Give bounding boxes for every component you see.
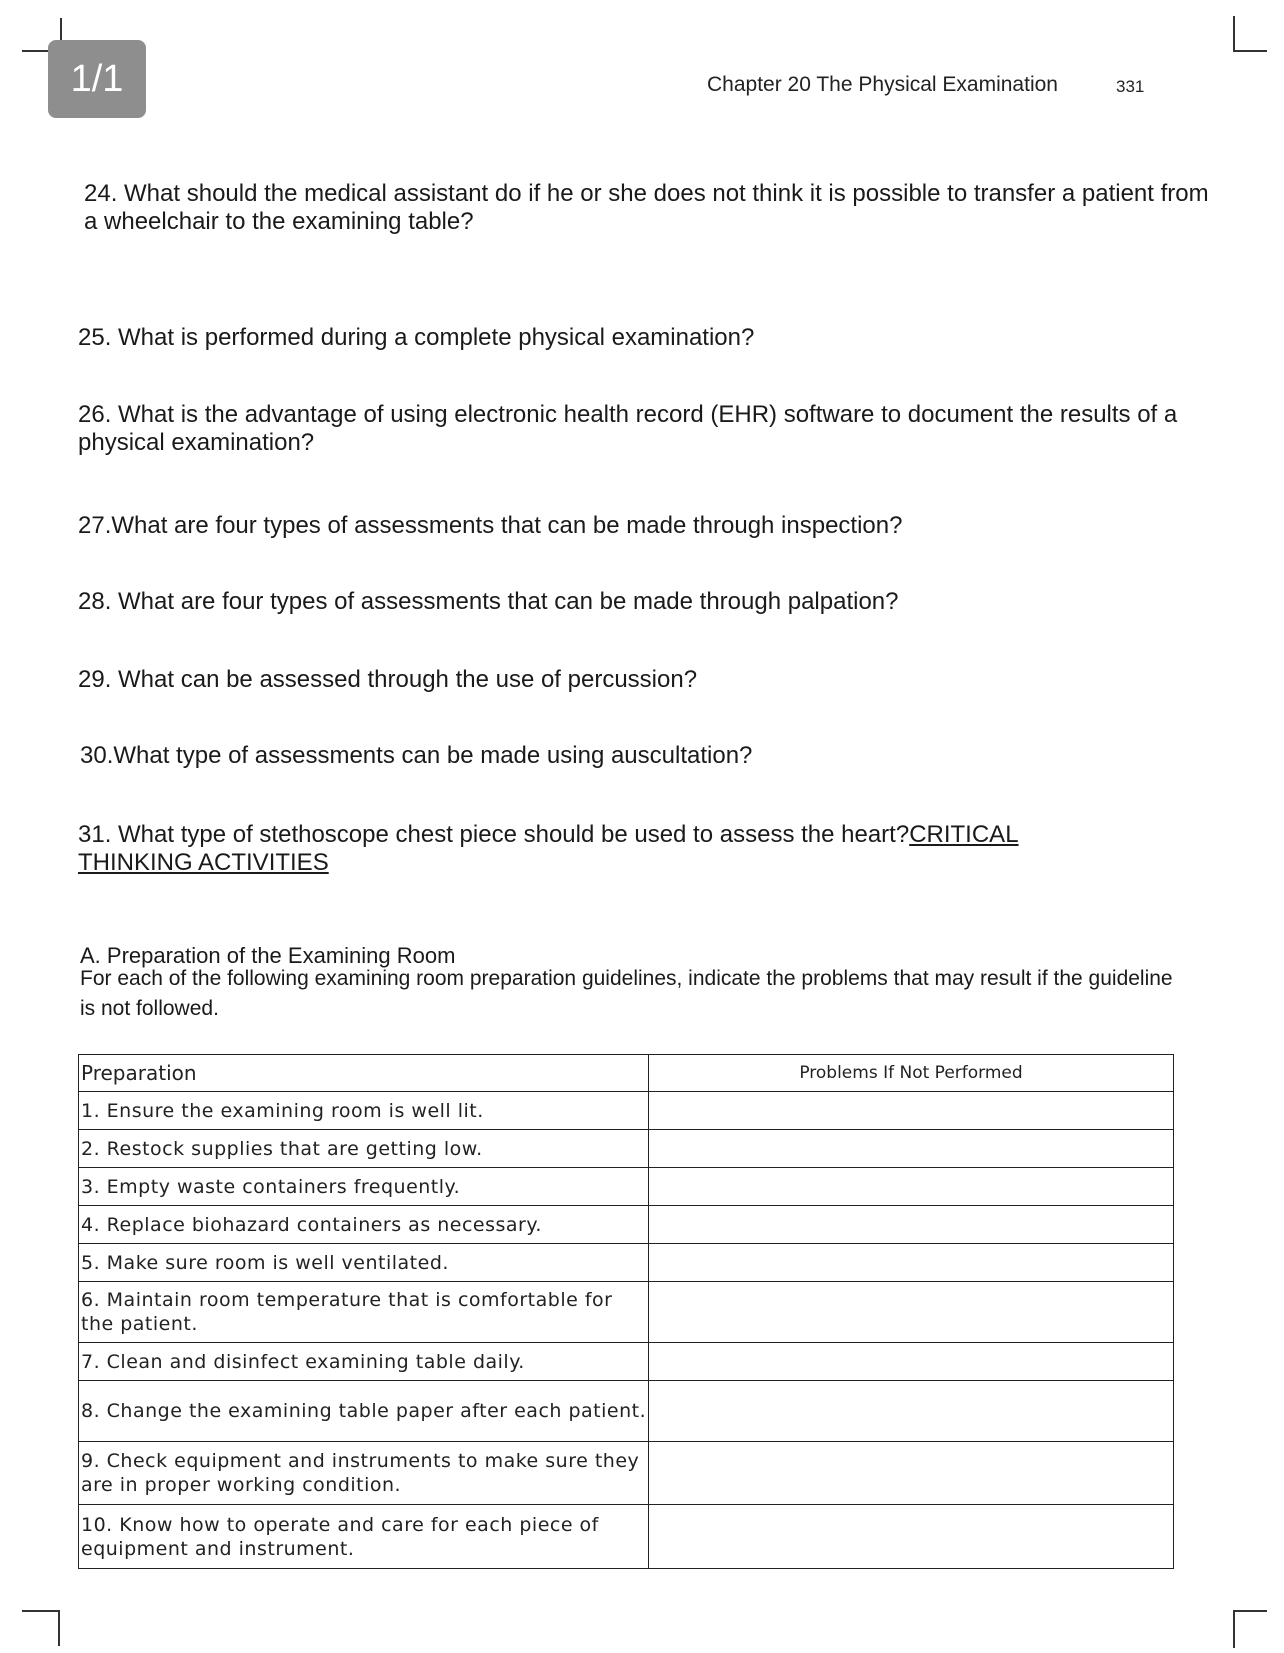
table-header-row: [79, 1055, 1174, 1092]
table-row: [79, 1442, 1174, 1505]
crop-mark-bottom-right: [1233, 1610, 1235, 1648]
column-header-preparation: Preparation: [79, 1055, 649, 1092]
table-row: [79, 1206, 1174, 1244]
problems-cell[interactable]: [649, 1244, 1174, 1282]
problems-cell[interactable]: [649, 1206, 1174, 1244]
crop-mark-bottom-left: [58, 1610, 60, 1646]
problems-cell[interactable]: [649, 1343, 1174, 1381]
problems-cell[interactable]: [649, 1505, 1174, 1569]
question-25: 25. What is performed during a complete physical examination?: [78, 324, 755, 351]
preparation-table: [78, 1054, 1174, 1569]
table-row: [79, 1381, 1174, 1442]
preparation-cell: 1. Ensure the examining room is well lit.: [79, 1092, 649, 1130]
section-title: A. Preparation of the Examining Room: [80, 943, 456, 968]
critical-thinking-heading: CRITICAL THINKING ACTIVITIES: [78, 821, 1019, 876]
preparation-cell: 10. Know how to operate and care for each piece of equipment and instrument.: [79, 1505, 649, 1569]
preparation-cell: 2. Restock supplies that are getting low.: [79, 1130, 649, 1168]
problems-cell[interactable]: [649, 1282, 1174, 1343]
preparation-cell: 6. Maintain room temperature that is comfortable for the patient.: [79, 1282, 649, 1343]
crop-mark-top-right: [1233, 16, 1235, 52]
crop-mark-top-right: [1233, 50, 1267, 52]
running-head: Chapter 20 The Physical Examination: [707, 73, 1058, 96]
section-instruction: For each of the following examining room preparation guidelines, indicate the problems that may result if the guideline is not followed.: [80, 967, 1173, 1020]
preparation-cell: 3. Empty waste containers frequently.: [79, 1168, 649, 1206]
question-28: 28. What are four types of assessments that can be made through palpation?: [78, 588, 899, 615]
problems-cell[interactable]: [649, 1381, 1174, 1442]
column-header-problems: Problems If Not Performed: [649, 1055, 1174, 1092]
page-indicator[interactable]: 1/1: [48, 40, 146, 118]
table-row: [79, 1343, 1174, 1381]
problems-cell[interactable]: [649, 1442, 1174, 1505]
problems-cell[interactable]: [649, 1130, 1174, 1168]
preparation-cell: 5. Make sure room is well ventilated.: [79, 1244, 649, 1282]
table-row: [79, 1505, 1174, 1569]
preparation-cell: 9. Check equipment and instruments to make sure they are in proper working condition.: [79, 1442, 649, 1505]
table-row: [79, 1130, 1174, 1168]
preparation-cell: 4. Replace biohazard containers as necessary.: [79, 1206, 649, 1244]
question-30: 30.What type of assessments can be made using auscultation?: [80, 742, 753, 769]
table-row: [79, 1282, 1174, 1343]
question-27: 27.What are four types of assessments that can be made through inspection?: [78, 512, 903, 539]
question-26: 26. What is the advantage of using electronic health record (EHR) software to document the results of a physical examination?: [78, 401, 1178, 456]
question-31-text: 31. What type of stethoscope chest piece should be used to assess the heart?: [78, 821, 910, 848]
page-number: 331: [1116, 77, 1145, 96]
preparation-cell: 8. Change the examining table paper after each patient.: [79, 1381, 649, 1442]
problems-cell[interactable]: [649, 1168, 1174, 1206]
question-24: 24. What should the medical assistant do if he or she does not think it is possible to transfer a patient from a wheelchair to the examining table?: [84, 180, 1209, 235]
question-29: 29. What can be assessed through the use of percussion?: [78, 666, 698, 693]
table-row: [79, 1092, 1174, 1130]
table-row: [79, 1168, 1174, 1206]
crop-mark-bottom-right: [1233, 1610, 1267, 1612]
problems-cell[interactable]: [649, 1092, 1174, 1130]
crop-mark-bottom-left: [22, 1610, 60, 1612]
question-31: [78, 821, 1118, 877]
table-row: [79, 1244, 1174, 1282]
preparation-cell: 7. Clean and disinfect examining table daily.: [79, 1343, 649, 1381]
